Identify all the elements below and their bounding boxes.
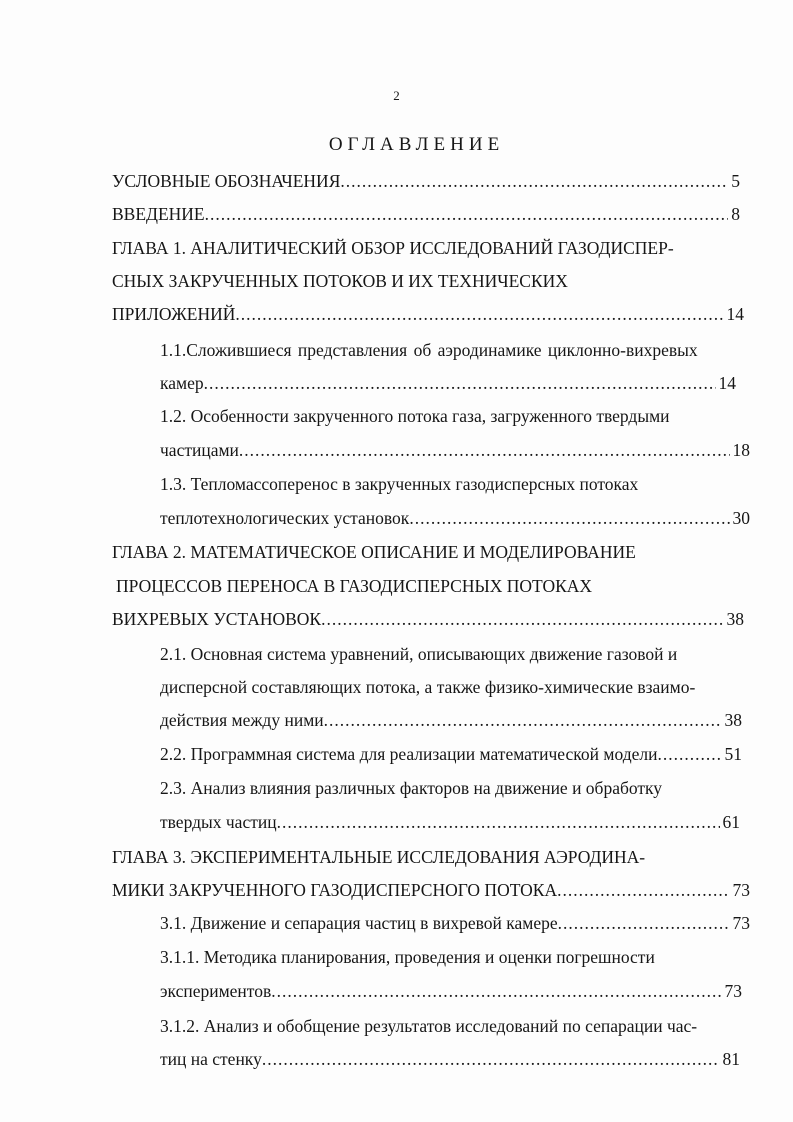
toc-entry-page: 73 xyxy=(730,879,751,901)
page-number: 2 xyxy=(393,88,400,103)
toc-entry-page: 38 xyxy=(722,709,743,731)
dot-leader xyxy=(262,1049,740,1069)
toc-section-1-2-line-1[interactable]: 1.2. Особенности закрученного потока газа, загруженного твердыми xyxy=(160,406,670,426)
toc-chapter-2-line-2[interactable]: ПРОЦЕССОВ ПЕРЕНОСА В ГАЗОДИСПЕРСНЫХ ПОТОКАХ xyxy=(116,576,593,596)
toc-entry-page: 14 xyxy=(724,303,745,325)
toc-entry-page: 73 xyxy=(722,980,743,1002)
toc-entry-text: теплотехнологических установок xyxy=(160,508,410,528)
dot-leader xyxy=(557,880,750,900)
toc-entry-page: 51 xyxy=(722,743,743,765)
toc-entry-text: частицами xyxy=(160,440,239,460)
toc-chapter-2-last-line[interactable] xyxy=(112,608,744,630)
toc-entry-text: 3.1. Движение и сепарация частиц в вихревой камере xyxy=(160,913,558,933)
toc-section-2-1-line-2[interactable]: дисперсной составляющих потока, а также физико-химические взаимо- xyxy=(160,677,696,697)
dot-leader xyxy=(271,981,742,1001)
toc-entry-text: ПРИЛОЖЕНИЙ xyxy=(112,304,236,324)
toc-entry-page: 5 xyxy=(728,170,740,192)
toc-entry-page: 61 xyxy=(720,811,741,833)
toc-entry-page: 8 xyxy=(728,203,740,225)
toc-entry-page: 30 xyxy=(730,507,751,529)
toc-entry-text: экспериментов xyxy=(160,981,272,1001)
dot-leader xyxy=(409,508,750,528)
toc-section-3-1-1-last-line[interactable] xyxy=(160,980,742,1002)
toc-chapter-3-last-line[interactable] xyxy=(112,879,750,901)
toc-chapter-2-line-1[interactable]: ГЛАВА 2. МАТЕМАТИЧЕСКОЕ ОПИСАНИЕ И МОДЕЛИРОВАНИЕ xyxy=(112,542,636,562)
toc-chapter-1-line-1[interactable]: ГЛАВА 1. АНАЛИТИЧЕСКИЙ ОБЗОР ИССЛЕДОВАНИЙ ГАЗОДИСПЕР- xyxy=(112,238,674,258)
toc-section-2-3-last-line[interactable] xyxy=(160,811,740,833)
toc-chapter-1-line-2[interactable]: СНЫХ ЗАКРУЧЕННЫХ ПОТОКОВ И ИХ ТЕХНИЧЕСКИХ xyxy=(112,271,568,291)
toc-entry-page: 81 xyxy=(720,1048,741,1070)
toc-entry-text: ВИХРЕВЫХ УСТАНОВОК xyxy=(112,609,322,629)
toc-section-2-1-line-1[interactable]: 2.1. Основная система уравнений, описывающих движение газовой и xyxy=(160,644,678,664)
dot-leader xyxy=(239,440,750,460)
page-title: ОГЛАВЛЕНИЕ xyxy=(328,134,505,155)
toc-entry-text: тиц на стенку xyxy=(160,1049,262,1069)
toc-section-2-3-line-1[interactable]: 2.3. Анализ влияния различных факторов на движение и обработку xyxy=(160,778,663,798)
toc-section-1-2-last-line[interactable] xyxy=(160,439,750,461)
toc-entry-text: ВВЕДЕНИЕ xyxy=(112,204,205,224)
toc-section-3-1-1-line-1[interactable]: 3.1.1. Методика планирования, проведения и оценки погрешности xyxy=(160,947,655,967)
toc-section-2-1-last-line[interactable] xyxy=(160,709,742,731)
dot-leader xyxy=(558,913,750,933)
toc-section-1-3-line-1[interactable]: 1.3. Тепломассоперенос в закрученных газодисперсных потоках xyxy=(160,474,639,494)
toc-section-3-1-2-last-line[interactable] xyxy=(160,1048,740,1070)
dot-leader xyxy=(340,171,740,191)
dot-leader xyxy=(204,373,736,393)
toc-section-3-1-2-line-1[interactable]: 3.1.2. Анализ и обобщение результатов исследований по сепарации час- xyxy=(160,1016,698,1036)
toc-entry-text: действия между ними xyxy=(160,710,324,730)
toc-entry-symbols[interactable] xyxy=(112,170,740,192)
toc-section-3-1[interactable] xyxy=(160,912,750,934)
dot-leader xyxy=(205,204,740,224)
toc-section-1-3-last-line[interactable] xyxy=(160,507,750,529)
toc-entry-text: камер xyxy=(160,373,204,393)
toc-entry-page: 38 xyxy=(724,608,745,630)
toc-entry-page: 14 xyxy=(716,372,737,394)
toc-entry-intro[interactable] xyxy=(112,203,740,225)
toc-chapter-3-line-1[interactable]: ГЛАВА 3. ЭКСПЕРИМЕНТАЛЬНЫЕ ИССЛЕДОВАНИЯ АЭРОДИНА- xyxy=(112,847,646,867)
toc-section-1-1-line-1[interactable]: 1.1.Сложившиеся представления об аэродинамике циклонно-вихревых xyxy=(160,340,698,360)
toc-section-1-1-last-line[interactable] xyxy=(160,372,736,394)
toc-entry-text: 2.2. Программная система для реализации математической модели xyxy=(160,744,658,764)
toc-chapter-1-last-line[interactable] xyxy=(112,303,744,325)
toc-entry-page: 73 xyxy=(730,912,751,934)
toc-entry-page: 18 xyxy=(730,439,751,461)
toc-entry-text: УСЛОВНЫЕ ОБОЗНАЧЕНИЯ xyxy=(112,171,341,191)
dot-leader xyxy=(235,304,744,324)
toc-entry-text: твердых частиц xyxy=(160,812,277,832)
dot-leader xyxy=(277,812,740,832)
dot-leader xyxy=(321,609,744,629)
toc-entry-text: МИКИ ЗАКРУЧЕННОГО ГАЗОДИСПЕРСНОГО ПОТОКА xyxy=(112,880,558,900)
toc-section-2-2[interactable] xyxy=(160,743,742,765)
dot-leader xyxy=(324,710,742,730)
